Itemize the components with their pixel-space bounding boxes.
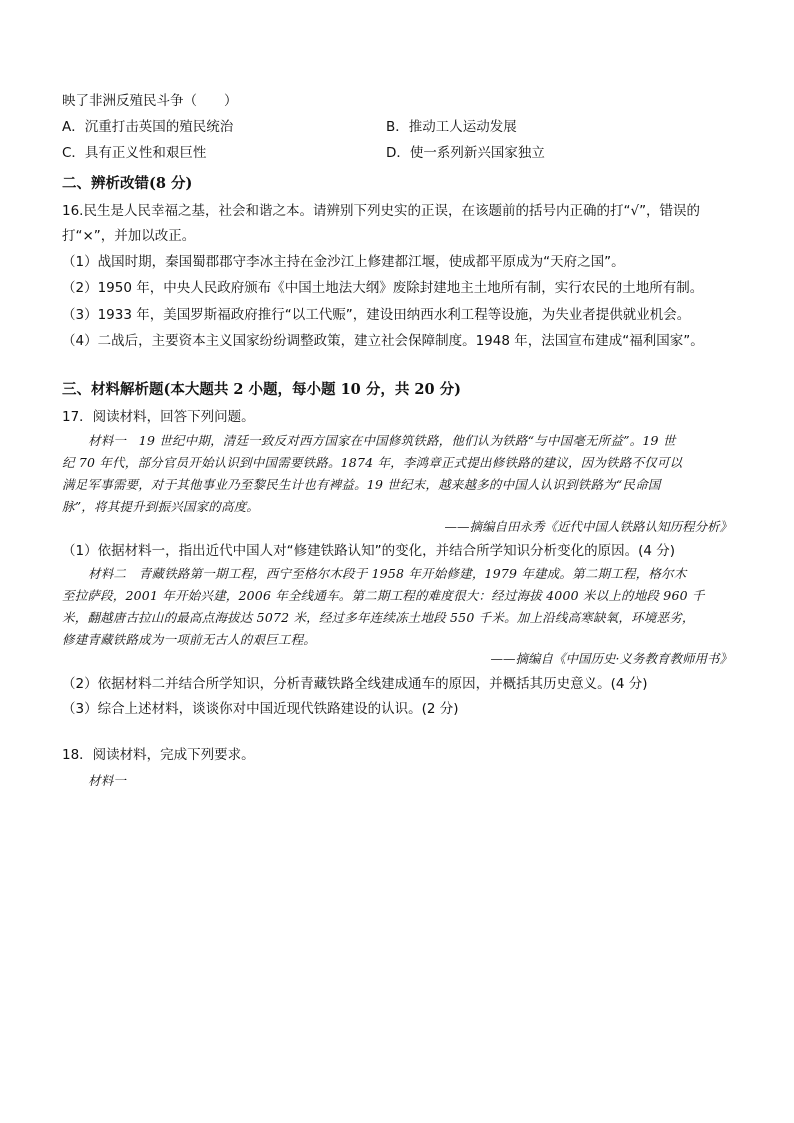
section2-title: 二、辨析改错(8 分) [62,175,193,192]
q17-intro: 17．阅读材料，回答下列问题。 [62,409,255,425]
q17-question1: （1）依据材料一，指出近代中国人对“修建铁路认知”的变化，并结合所学知识分析变化的原因。(4 分) [62,543,675,559]
q16-item-1: （1）战国时期，秦国蜀郡郡守李冰主持在金沙江上修建都江堰，使成都平原成为“天府之国”。 [62,254,625,270]
q16-intro-line1: 16.民生是人民幸福之基，社会和谐之本。请辨别下列史实的正误，在该题前的括号内正确的打“√”，错误的 [62,203,701,219]
q17-material2-line2: 至拉萨段，2001 年开始兴建，2006 年全线通车。第二期工程的难度很大：经过海拔 4000 米以上的地段 960 千 [62,588,705,603]
q16-intro-line2: 打“×”，并加以改正。 [62,228,196,244]
q18-intro: 18．阅读材料，完成下列要求。 [62,747,255,763]
q15-stem: 映了非洲反殖民斗争（ ） [62,93,238,109]
q17-source1: ——摘编自田永秀《近代中国人铁路认知历程分析》 [444,519,732,534]
q18-material1-label: 材料一 [88,773,127,788]
q17-material2-line1: 材料二 青藏铁路第一期工程，西宁至格尔木段于 1958 年开始修建，1979 年建成。第二期工程，格尔木 [88,566,687,581]
q17-material1-line1: 材料一 19 世纪中期，清廷一致反对西方国家在中国修筑铁路，他们认为铁路“与中国毫无所益”。19 世 [88,433,676,448]
q16-item-4: （4）二战后，主要资本主义国家纷纷调整政策，建立社会保障制度。1948 年，法国宣布建成“福利国家”。 [62,333,704,349]
q16-item-2: （2）1950 年，中央人民政府颁布《中国土地法大纲》废除封建地主土地所有制，实行农民的土地所有制。 [62,280,704,296]
q17-material2-line3: 米，翻越唐古拉山的最高点海拔达 5072 米，经过多年连续冻土地段 550 千米。加上沿线高寒缺氧，环境恶劣， [62,610,695,625]
q15-option-b: B．推动工人运动发展 [386,119,517,135]
q17-source2: ——摘编自《中国历史·义务教育教师用书》 [490,651,732,666]
q15-option-d: D．使一系列新兴国家独立 [386,145,545,161]
q16-item-3: （3）1933 年，美国罗斯福政府推行“以工代赈”，建设田纳西水利工程等设施，为失业者提供就业机会。 [62,307,691,323]
q17-material1-line2: 纪 70 年代，部分官员开始认识到中国需要铁路。1874 年，李鸿章正式提出修铁路的建议，因为铁路不仅可以 [62,455,683,470]
q17-question3: （3）综合上述材料，谈谈你对中国近现代铁路建设的认识。(2 分) [62,701,459,717]
section3-title: 三、材料解析题(本大题共 2 小题，每小题 10 分，共 20 分) [62,381,461,398]
q17-question2: （2）依据材料二并结合所学知识，分析青藏铁路全线建成通车的原因，并概括其历史意义。(4 分) [62,676,648,692]
q17-material1-line3: 满足军事需要，对于其他事业乃至黎民生计也有裨益。19 世纪末，越来越多的中国人认识到铁路为“民命国 [62,477,661,492]
q15-option-c: C．具有正义性和艰巨性 [62,145,207,161]
q17-material2-line4: 修建青藏铁路成为一项前无古人的艰巨工程。 [62,632,317,647]
q17-material1-line4: 脉”，将其提升到振兴国家的高度。 [62,499,260,514]
q15-option-a: A．沉重打击英国的殖民统治 [62,119,234,135]
